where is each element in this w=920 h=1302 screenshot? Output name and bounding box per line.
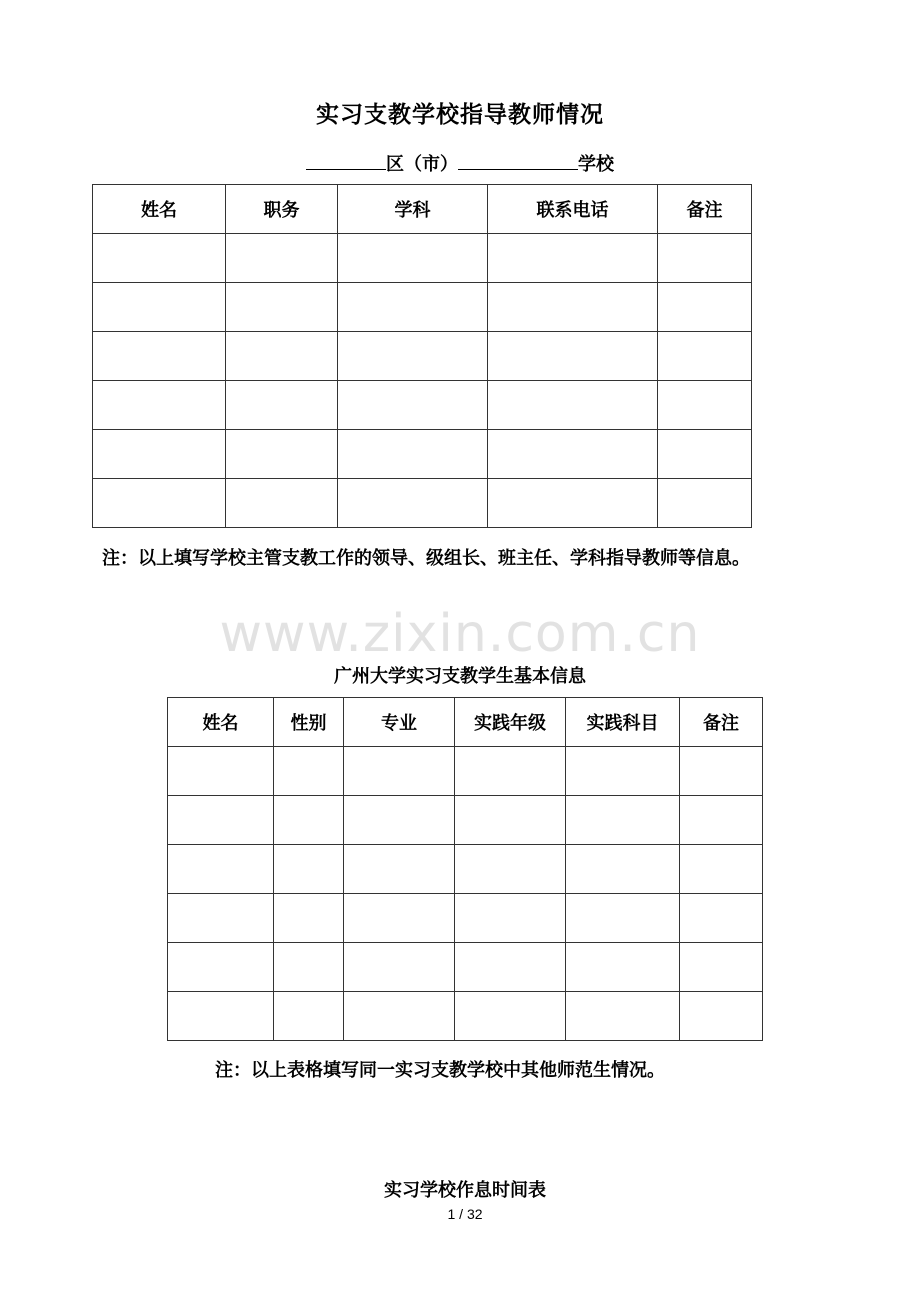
table-cell[interactable] bbox=[226, 381, 338, 430]
table-cell[interactable] bbox=[344, 943, 455, 992]
header-name: 姓名 bbox=[93, 185, 226, 234]
table-cell[interactable] bbox=[680, 747, 763, 796]
district-blank[interactable] bbox=[306, 151, 386, 170]
table-cell[interactable] bbox=[488, 283, 658, 332]
table-cell[interactable] bbox=[455, 845, 566, 894]
table-cell[interactable] bbox=[680, 992, 763, 1041]
header-remarks: 备注 bbox=[680, 698, 763, 747]
watermark: www.zixin.com.cn bbox=[219, 604, 701, 664]
student-info-title: 广州大学实习支教学生基本信息 bbox=[334, 666, 586, 687]
table-cell[interactable] bbox=[680, 796, 763, 845]
table-cell[interactable] bbox=[168, 747, 274, 796]
table-cell[interactable] bbox=[338, 283, 488, 332]
table-cell[interactable] bbox=[658, 479, 752, 528]
table-cell[interactable] bbox=[338, 479, 488, 528]
student-table bbox=[167, 697, 763, 1041]
header-gender: 性别 bbox=[274, 698, 344, 747]
table-cell[interactable] bbox=[168, 796, 274, 845]
table-cell[interactable] bbox=[455, 894, 566, 943]
table-cell[interactable] bbox=[338, 234, 488, 283]
table-cell[interactable] bbox=[344, 992, 455, 1041]
table-row bbox=[168, 992, 763, 1041]
table-cell[interactable] bbox=[488, 332, 658, 381]
table-cell[interactable] bbox=[344, 747, 455, 796]
table-row bbox=[93, 430, 752, 479]
header-subject: 学科 bbox=[338, 185, 488, 234]
table-cell[interactable] bbox=[338, 332, 488, 381]
table-row bbox=[168, 747, 763, 796]
school-blank[interactable] bbox=[458, 151, 578, 170]
table-cell[interactable] bbox=[680, 894, 763, 943]
table-cell[interactable] bbox=[93, 234, 226, 283]
table-cell[interactable] bbox=[566, 894, 680, 943]
district-label: 区（市） bbox=[386, 154, 458, 175]
table-cell[interactable] bbox=[93, 381, 226, 430]
table-cell[interactable] bbox=[488, 430, 658, 479]
table-cell[interactable] bbox=[488, 479, 658, 528]
table-cell[interactable] bbox=[168, 992, 274, 1041]
header-remarks: 备注 bbox=[658, 185, 752, 234]
table-cell[interactable] bbox=[274, 894, 344, 943]
table-cell[interactable] bbox=[226, 430, 338, 479]
table-cell[interactable] bbox=[658, 332, 752, 381]
table-header-row bbox=[168, 698, 763, 747]
table-cell[interactable] bbox=[93, 430, 226, 479]
table-cell[interactable] bbox=[344, 796, 455, 845]
table-cell[interactable] bbox=[658, 430, 752, 479]
table-cell[interactable] bbox=[168, 894, 274, 943]
table-cell[interactable] bbox=[566, 992, 680, 1041]
table-cell[interactable] bbox=[455, 943, 566, 992]
table-row bbox=[93, 479, 752, 528]
table-cell[interactable] bbox=[338, 381, 488, 430]
table-cell[interactable] bbox=[488, 234, 658, 283]
table-cell[interactable] bbox=[338, 430, 488, 479]
table-cell[interactable] bbox=[344, 894, 455, 943]
table-cell[interactable] bbox=[226, 283, 338, 332]
header-position: 职务 bbox=[226, 185, 338, 234]
table-row bbox=[93, 283, 752, 332]
table-cell[interactable] bbox=[566, 943, 680, 992]
header-major: 专业 bbox=[344, 698, 455, 747]
table-cell[interactable] bbox=[226, 234, 338, 283]
header-phone: 联系电话 bbox=[488, 185, 658, 234]
table-cell[interactable] bbox=[274, 747, 344, 796]
table-cell[interactable] bbox=[93, 332, 226, 381]
school-label: 学校 bbox=[578, 154, 614, 175]
table-cell[interactable] bbox=[93, 479, 226, 528]
table-cell[interactable] bbox=[455, 747, 566, 796]
table-cell[interactable] bbox=[226, 332, 338, 381]
instructor-note: 注：以上填写学校主管支教工作的领导、级组长、班主任、学科指导教师等信息。 bbox=[102, 548, 750, 569]
table-cell[interactable] bbox=[274, 943, 344, 992]
table-cell[interactable] bbox=[168, 845, 274, 894]
schedule-title: 实习学校作息时间表 bbox=[384, 1180, 546, 1201]
table-cell[interactable] bbox=[680, 845, 763, 894]
table-row bbox=[93, 234, 752, 283]
table-cell[interactable] bbox=[658, 234, 752, 283]
table-cell[interactable] bbox=[455, 992, 566, 1041]
table-cell[interactable] bbox=[680, 943, 763, 992]
table-row bbox=[168, 943, 763, 992]
table-cell[interactable] bbox=[93, 283, 226, 332]
table-cell[interactable] bbox=[566, 747, 680, 796]
table-row bbox=[168, 796, 763, 845]
table-cell[interactable] bbox=[658, 381, 752, 430]
table-cell[interactable] bbox=[455, 796, 566, 845]
header-course: 实践科目 bbox=[566, 698, 680, 747]
table-row bbox=[168, 845, 763, 894]
instructor-table bbox=[92, 184, 752, 528]
table-cell[interactable] bbox=[488, 381, 658, 430]
school-fill-line bbox=[0, 150, 920, 176]
table-cell[interactable] bbox=[274, 796, 344, 845]
table-cell[interactable] bbox=[168, 943, 274, 992]
table-cell[interactable] bbox=[226, 479, 338, 528]
table-cell[interactable] bbox=[658, 283, 752, 332]
table-header-row bbox=[93, 185, 752, 234]
table-row bbox=[168, 894, 763, 943]
table-cell[interactable] bbox=[344, 845, 455, 894]
table-cell[interactable] bbox=[274, 992, 344, 1041]
header-name: 姓名 bbox=[168, 698, 274, 747]
table-cell[interactable] bbox=[274, 845, 344, 894]
header-grade: 实践年级 bbox=[455, 698, 566, 747]
page-number: 1 / 32 bbox=[447, 1206, 483, 1222]
student-note: 注：以上表格填写同一实习支教学校中其他师范生情况。 bbox=[215, 1060, 665, 1081]
table-row bbox=[93, 381, 752, 430]
table-cell[interactable] bbox=[566, 796, 680, 845]
table-row bbox=[93, 332, 752, 381]
table-cell[interactable] bbox=[566, 845, 680, 894]
document-title: 实习支教学校指导教师情况 bbox=[316, 101, 604, 128]
